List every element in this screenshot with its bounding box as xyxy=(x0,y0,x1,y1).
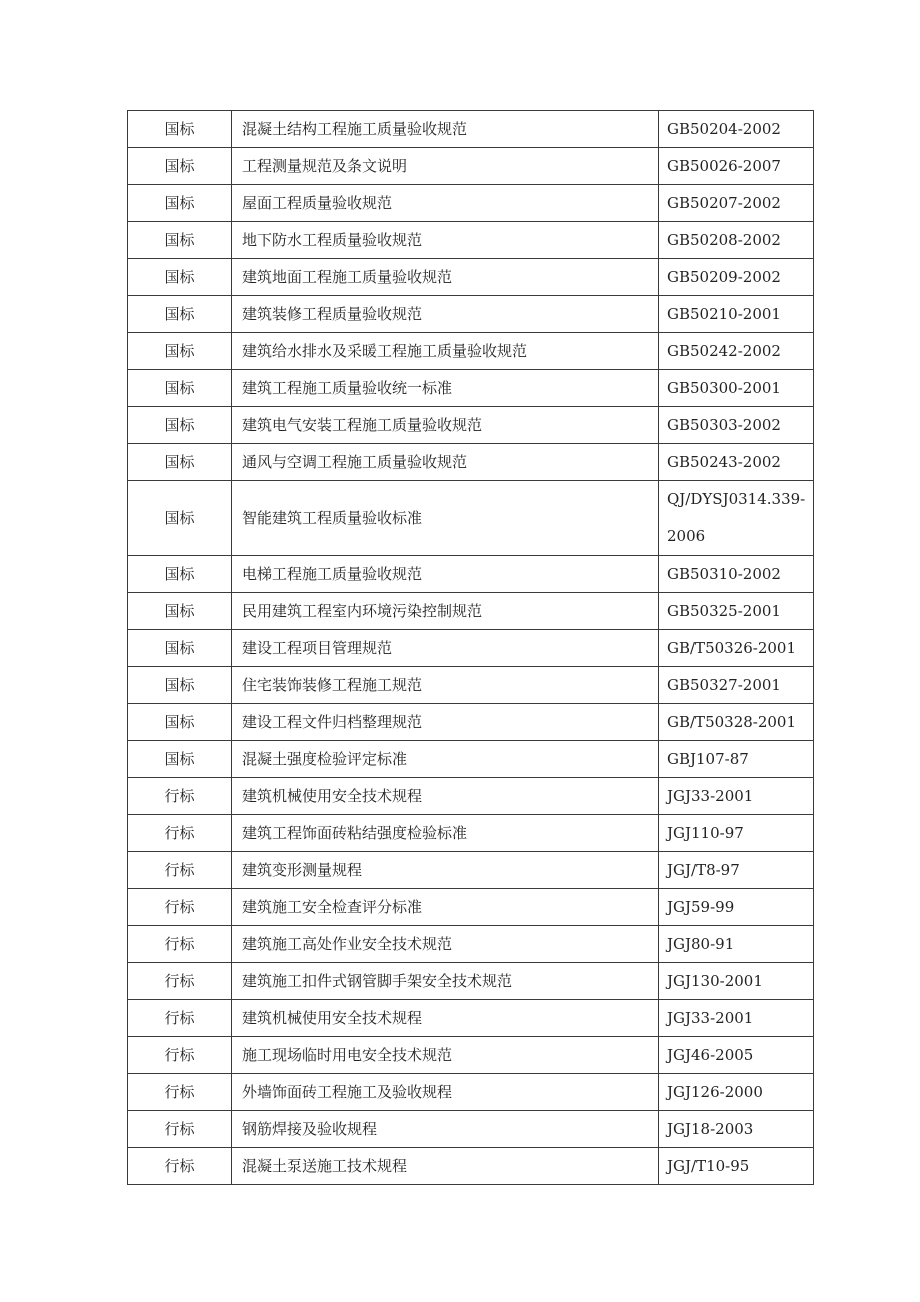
table-row xyxy=(128,556,814,593)
standard-name-cell: 建筑施工扣件式钢管脚手架安全技术规范 xyxy=(232,963,659,1000)
standard-name-cell: 电梯工程施工质量验收规范 xyxy=(232,556,659,593)
category-cell: 国标 xyxy=(128,370,232,407)
standard-name-cell: 地下防水工程质量验收规范 xyxy=(232,222,659,259)
standard-name-cell: 施工现场临时用电安全技术规范 xyxy=(232,1037,659,1074)
standard-name-cell: 建设工程项目管理规范 xyxy=(232,630,659,667)
category-cell: 国标 xyxy=(128,704,232,741)
standard-code-cell: JGJ33-2001 xyxy=(659,1000,814,1037)
standard-name-cell: 建筑电气安装工程施工质量验收规范 xyxy=(232,407,659,444)
table-row xyxy=(128,222,814,259)
standard-name-cell: 建筑机械使用安全技术规程 xyxy=(232,778,659,815)
standard-code-cell: JGJ110-97 xyxy=(659,815,814,852)
standard-code-cell: JGJ59-99 xyxy=(659,889,814,926)
table-row xyxy=(128,778,814,815)
category-cell: 国标 xyxy=(128,148,232,185)
table-row xyxy=(128,741,814,778)
standard-code-cell: GBJ107-87 xyxy=(659,741,814,778)
standard-name-cell: 建筑施工安全检查评分标准 xyxy=(232,889,659,926)
standard-code-cell: JGJ46-2005 xyxy=(659,1037,814,1074)
table-row xyxy=(128,630,814,667)
standard-code-cell: JGJ18-2003 xyxy=(659,1111,814,1148)
category-cell: 国标 xyxy=(128,667,232,704)
standard-code-cell: JGJ80-91 xyxy=(659,926,814,963)
standard-code-cell: GB/T50328-2001 xyxy=(659,704,814,741)
standard-name-cell: 民用建筑工程室内环境污染控制规范 xyxy=(232,593,659,630)
standard-code-cell: JGJ/T10-95 xyxy=(659,1148,814,1185)
table-row xyxy=(128,444,814,481)
table-row xyxy=(128,185,814,222)
category-cell: 行标 xyxy=(128,852,232,889)
standard-name-cell: 建设工程文件归档整理规范 xyxy=(232,704,659,741)
standard-code-cell: GB50210-2001 xyxy=(659,296,814,333)
standard-code-cell: GB50204-2002 xyxy=(659,111,814,148)
table-row xyxy=(128,296,814,333)
category-cell: 国标 xyxy=(128,222,232,259)
category-cell: 国标 xyxy=(128,630,232,667)
table-row xyxy=(128,852,814,889)
table-row xyxy=(128,1000,814,1037)
category-cell: 行标 xyxy=(128,889,232,926)
standard-code-cell: GB50327-2001 xyxy=(659,667,814,704)
category-cell: 国标 xyxy=(128,407,232,444)
category-cell: 行标 xyxy=(128,1037,232,1074)
standard-code-cell: GB50209-2002 xyxy=(659,259,814,296)
standard-name-cell: 建筑工程饰面砖粘结强度检验标准 xyxy=(232,815,659,852)
category-cell: 行标 xyxy=(128,815,232,852)
category-cell: 国标 xyxy=(128,444,232,481)
category-cell: 国标 xyxy=(128,185,232,222)
standard-name-cell: 通风与空调工程施工质量验收规范 xyxy=(232,444,659,481)
standard-name-cell: 建筑给水排水及采暖工程施工质量验收规范 xyxy=(232,333,659,370)
standard-code-cell: GB50026-2007 xyxy=(659,148,814,185)
standard-name-cell: 混凝土强度检验评定标准 xyxy=(232,741,659,778)
table-row xyxy=(128,1037,814,1074)
standard-name-cell: 混凝土泵送施工技术规程 xyxy=(232,1148,659,1185)
standard-code-cell: GB50310-2002 xyxy=(659,556,814,593)
standard-code-cell: GB50300-2001 xyxy=(659,370,814,407)
table-row xyxy=(128,370,814,407)
standard-name-cell: 屋面工程质量验收规范 xyxy=(232,185,659,222)
category-cell: 国标 xyxy=(128,111,232,148)
standard-code-cell: JGJ130-2001 xyxy=(659,963,814,1000)
category-cell: 国标 xyxy=(128,481,232,556)
table-row xyxy=(128,481,814,556)
standard-name-cell: 智能建筑工程质量验收标准 xyxy=(232,481,659,556)
standard-code-cell: GB50242-2002 xyxy=(659,333,814,370)
standards-table xyxy=(127,110,814,1185)
category-cell: 行标 xyxy=(128,1074,232,1111)
standard-name-cell: 住宅装饰装修工程施工规范 xyxy=(232,667,659,704)
table-row xyxy=(128,148,814,185)
table-row xyxy=(128,593,814,630)
table-row xyxy=(128,815,814,852)
standard-name-cell: 建筑施工高处作业安全技术规范 xyxy=(232,926,659,963)
standard-code-text: QJ/DYSJ0314.339-2006 xyxy=(667,490,806,545)
table-row xyxy=(128,259,814,296)
table-row xyxy=(128,1148,814,1185)
table-row xyxy=(128,926,814,963)
standard-name-cell: 建筑地面工程施工质量验收规范 xyxy=(232,259,659,296)
standard-code-cell: JGJ33-2001 xyxy=(659,778,814,815)
standard-name-cell: 钢筋焊接及验收规程 xyxy=(232,1111,659,1148)
standard-code-cell: GB50208-2002 xyxy=(659,222,814,259)
table-row xyxy=(128,407,814,444)
standard-name-cell: 工程测量规范及条文说明 xyxy=(232,148,659,185)
standard-code-cell: GB50243-2002 xyxy=(659,444,814,481)
standard-code-cell: JGJ/T8-97 xyxy=(659,852,814,889)
standard-code-cell: JGJ126-2000 xyxy=(659,1074,814,1111)
category-cell: 国标 xyxy=(128,333,232,370)
standard-code-cell: GB50325-2001 xyxy=(659,593,814,630)
category-cell: 行标 xyxy=(128,926,232,963)
category-cell: 行标 xyxy=(128,1148,232,1185)
standard-code-cell xyxy=(659,481,814,556)
category-cell: 国标 xyxy=(128,296,232,333)
category-cell: 行标 xyxy=(128,1111,232,1148)
table-row xyxy=(128,704,814,741)
standard-name-cell: 混凝土结构工程施工质量验收规范 xyxy=(232,111,659,148)
standard-code-cell: GB50303-2002 xyxy=(659,407,814,444)
standard-name-cell: 建筑机械使用安全技术规程 xyxy=(232,1000,659,1037)
category-cell: 行标 xyxy=(128,963,232,1000)
table-row xyxy=(128,667,814,704)
table-row xyxy=(128,333,814,370)
standard-name-cell: 建筑变形测量规程 xyxy=(232,852,659,889)
table-row xyxy=(128,963,814,1000)
category-cell: 国标 xyxy=(128,259,232,296)
category-cell: 国标 xyxy=(128,556,232,593)
table-row xyxy=(128,889,814,926)
standard-name-cell: 建筑装修工程质量验收规范 xyxy=(232,296,659,333)
table-row xyxy=(128,1074,814,1111)
standard-code-cell: GB50207-2002 xyxy=(659,185,814,222)
category-cell: 国标 xyxy=(128,593,232,630)
category-cell: 行标 xyxy=(128,778,232,815)
table-row xyxy=(128,1111,814,1148)
category-cell: 行标 xyxy=(128,1000,232,1037)
standard-code-cell: GB/T50326-2001 xyxy=(659,630,814,667)
table-row xyxy=(128,111,814,148)
standard-name-cell: 建筑工程施工质量验收统一标准 xyxy=(232,370,659,407)
standard-name-cell: 外墙饰面砖工程施工及验收规程 xyxy=(232,1074,659,1111)
category-cell: 国标 xyxy=(128,741,232,778)
